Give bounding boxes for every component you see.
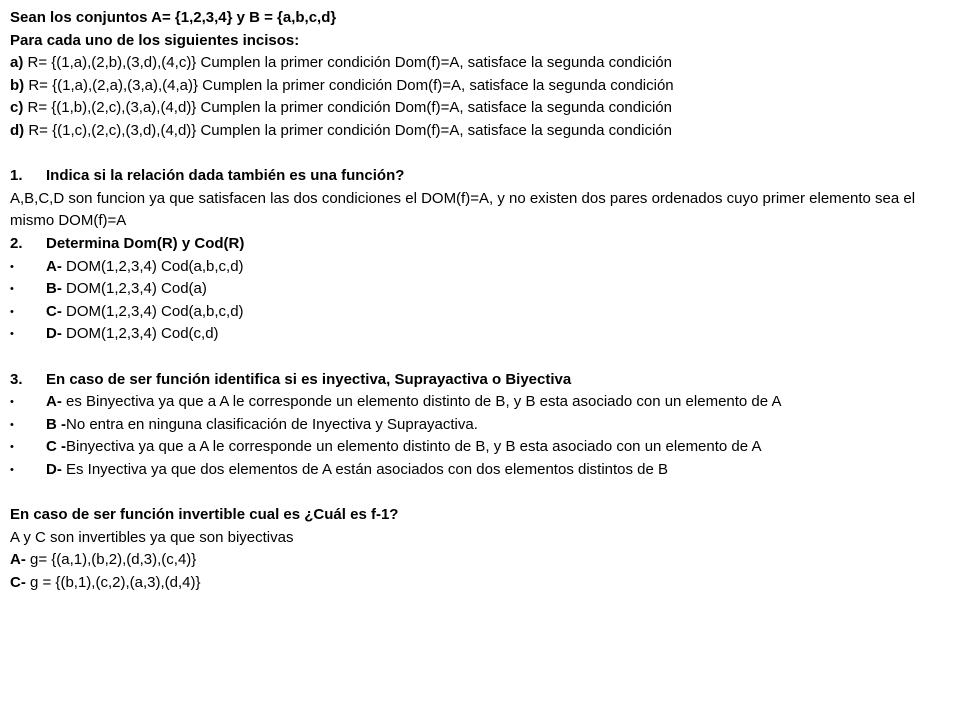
question-1 — [10, 165, 950, 188]
item-text: DOM(1,2,3,4) Cod(a,b,c,d) — [61, 302, 244, 320]
inverse-c — [10, 572, 950, 595]
bullet-icon: • — [10, 396, 14, 409]
list-item — [10, 436, 950, 459]
item-label: D- — [46, 460, 62, 478]
item-label: B- — [46, 280, 62, 298]
item-text: No entra en ninguna clasificación de Inyectiva y Suprayactiva. — [66, 415, 478, 433]
item-label: D- — [46, 325, 62, 343]
inverse-label: C- — [10, 573, 26, 591]
item-label: C- — [46, 302, 62, 320]
question-text: Determina Dom(R) y Cod(R) — [46, 234, 245, 252]
list-item — [10, 323, 950, 346]
document-page — [10, 7, 950, 594]
question-number: 2. — [10, 234, 23, 252]
relation-letter: c) — [10, 99, 24, 117]
question-2 — [10, 233, 950, 256]
bullet-icon: • — [10, 463, 14, 476]
item-label: C - — [46, 438, 66, 456]
answer-4: A y C son invertibles ya que son biyectivas — [10, 528, 294, 546]
question-text: Indica si la relación dada también es una función? — [46, 167, 405, 185]
list-item — [10, 278, 950, 301]
spacer — [10, 481, 950, 504]
bullet-icon: • — [10, 305, 14, 318]
list-item — [10, 414, 950, 437]
bullet-icon: • — [10, 328, 14, 341]
item-text: Binyectiva ya que a A le corresponde un elemento distinto de B, y B esta asociado con un elemento de A — [66, 438, 762, 456]
relation-c — [10, 97, 950, 120]
bullet-icon: • — [10, 441, 14, 454]
relation-a — [10, 52, 950, 75]
relation-text: R= {(1,b),(2,c),(3,a),(4,d)} Cumplen la primer condición Dom(f)=A, satisface la segunda condición — [23, 99, 672, 117]
list-item — [10, 256, 950, 279]
question-4: En caso de ser función invertible cual es ¿Cuál es f-1? — [10, 506, 399, 524]
inverse-text: g = {(b,1),(c,2),(a,3),(d,4)} — [25, 573, 201, 591]
relation-letter: b) — [10, 76, 25, 94]
instruction-text: Para cada uno de los siguientes incisos: — [10, 31, 300, 49]
relation-text: R= {(1,a),(2,a),(3,a),(4,a)} Cumplen la primer condición Dom(f)=A, satisface la segunda condición — [24, 76, 674, 94]
item-label: A- — [46, 393, 62, 411]
question-number: 3. — [10, 370, 23, 388]
inverse-a — [10, 549, 950, 572]
relation-letter: d) — [10, 121, 25, 139]
item-text: DOM(1,2,3,4) Cod(c,d) — [61, 325, 219, 343]
bullet-icon: • — [10, 260, 14, 273]
question-text: En caso de ser función identifica si es inyectiva, Suprayactiva o Biyectiva — [46, 370, 572, 388]
relation-text: R= {(1,a),(2,b),(3,d),(4,c)} Cumplen la primer condición Dom(f)=A, satisface la segunda condición — [23, 54, 672, 72]
question-number: 1. — [10, 167, 23, 185]
question-3 — [10, 369, 950, 392]
item-text: es Binyectiva ya que a A le corresponde un elemento distinto de B, y B esta asociado con un elemento de A — [61, 393, 782, 411]
spacer — [10, 346, 950, 369]
inverse-label: A- — [10, 551, 26, 569]
item-label: A- — [46, 257, 62, 275]
bullet-icon: • — [10, 418, 14, 431]
list-item — [10, 391, 950, 414]
spacer — [10, 143, 950, 166]
relation-d — [10, 120, 950, 143]
relation-b — [10, 75, 950, 98]
list-item — [10, 301, 950, 324]
item-text: Es Inyectiva ya que dos elementos de A están asociados con dos elementos distintos de B — [61, 460, 669, 478]
inverse-text: g= {(a,1),(b,2),(d,3),(c,4)} — [25, 551, 197, 569]
relation-text: R= {(1,c),(2,c),(3,d),(4,d)} Cumplen la primer condición Dom(f)=A, satisface la segunda condición — [24, 121, 672, 139]
sets-definition: Sean los conjuntos A= {1,2,3,4} y B = {a,b,c,d} — [10, 9, 337, 26]
list-item — [10, 459, 950, 482]
answer-1: A,B,C,D son funcion ya que satisfacen las dos condiciones el DOM(f)=A, y no existen dos pares ordenados cuyo primer elemento sea el mismo DOM(f)=A — [10, 189, 916, 230]
item-text: DOM(1,2,3,4) Cod(a,b,c,d) — [61, 257, 244, 275]
bullet-icon: • — [10, 283, 14, 296]
item-text: DOM(1,2,3,4) Cod(a) — [61, 280, 207, 298]
relation-letter: a) — [10, 54, 24, 72]
item-label: B - — [46, 415, 66, 433]
